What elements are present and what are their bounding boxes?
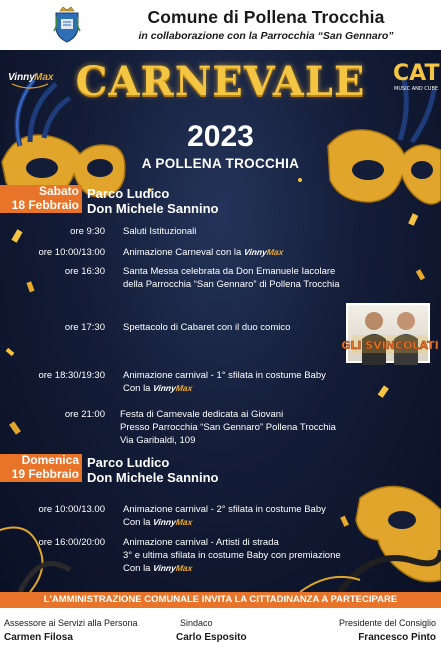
day2-weekday: Domenica — [21, 453, 79, 467]
event-time: ore 21:00 — [64, 409, 105, 420]
event-poster — [0, 50, 441, 592]
municipal-crest-icon — [52, 5, 82, 43]
poster-place: A POLLENA TROCCHIA — [141, 156, 300, 171]
event-description — [123, 246, 284, 259]
event-text-line2: Con la — [123, 517, 151, 528]
page-title: Comune di Pollena Trocchia — [147, 7, 385, 27]
vinnymax-inline-logo: VinnyMax — [243, 247, 285, 257]
day1-venue-line1: Parco Ludico — [87, 186, 170, 201]
day1-venue-line2: Don Michele Sannino — [87, 201, 219, 216]
vinnymax-inline-logo: VinnyMax — [152, 517, 194, 527]
cat-logo-tagline: MUSIC AND CUBE — [394, 86, 439, 92]
comedy-duo-photo — [341, 303, 439, 363]
signature-role: Sindaco — [180, 618, 213, 628]
day1-date: 18 Febbraio — [11, 197, 79, 212]
event-text: Saluti Istituzionali — [123, 226, 197, 237]
event-time: ore 17:30 — [64, 322, 105, 333]
day2-venue — [87, 455, 218, 485]
vinnymax-inline-logo: VinnyMax — [152, 383, 194, 393]
event-text-line2: della Parrocchia “San Gennaro” di Pollena Trocchia — [123, 279, 340, 290]
day2-date-badge — [0, 454, 82, 482]
event-description — [123, 369, 326, 395]
event-text: Animazione carnival - Artisti di strada — [123, 537, 279, 548]
vinnymax-logo-part1: Vinny — [8, 72, 35, 83]
poster-title: CARNEVALE — [75, 58, 366, 105]
day1-date-badge — [0, 185, 82, 213]
event-time: ore 16:30 — [64, 266, 105, 277]
signature-name: Francesco Pinto — [358, 632, 436, 643]
vinnymax-inline-logo: VinnyMax — [152, 563, 194, 573]
signature-role: Presidente del Consiglio — [338, 618, 436, 628]
event-description — [120, 408, 336, 447]
signature-role: Assessore ai Servizi alla Persona — [4, 618, 138, 628]
event-text: Animazione Carneval con la — [123, 247, 242, 258]
event-time: ore 9:30 — [70, 226, 105, 237]
event-text-line2: Con la — [123, 383, 151, 394]
page-subtitle: in collaborazione con la Parrocchia “San Gennaro” — [138, 30, 394, 42]
cat-logo-text: CAT — [393, 61, 440, 86]
day1-venue — [87, 186, 218, 216]
signature-name: Carlo Esposito — [176, 632, 247, 643]
event-time: ore 18:30/19:30 — [38, 370, 105, 381]
event-text-line2: Presso Parrocchia “San Gennaro” Pollena Trocchia — [120, 422, 336, 433]
event-text-line2: 3° e ultima sfilata in costume Baby con premiazione — [123, 550, 341, 561]
event-text-line3: Via Garibaldi, 109 — [120, 435, 196, 446]
event-text: Festa di Carnevale dedicata ai Giovani — [120, 409, 284, 420]
day2-venue-line2: Don Michele Sannino — [87, 470, 219, 485]
day2-venue-line1: Parco Ludico — [87, 455, 170, 470]
event-text-line3: Con la — [123, 563, 151, 574]
event-text: Spettacolo di Cabaret con il duo comico — [123, 322, 291, 333]
event-description — [123, 225, 196, 238]
poster-year: 2023 — [187, 120, 254, 153]
event-text: Santa Messa celebrata da Don Emanuele Iacolare — [123, 266, 336, 277]
signature-name: Carmen Filosa — [4, 632, 73, 643]
header — [0, 0, 441, 50]
event-time: ore 10:00/13.00 — [38, 504, 105, 515]
event-text: Animazione carnival - 2° sfilata in costume Baby — [123, 504, 326, 515]
invitation-banner: L'AMMINISTRAZIONE COMUNALE INVITA LA CITTADINANZA A PARTECIPARE — [0, 592, 441, 608]
event-text: Animazione carnival - 1° sfilata in costume Baby — [123, 370, 326, 381]
signatures-footer — [0, 608, 441, 656]
comedy-duo-name: GLI SVINCOLATI — [341, 339, 439, 352]
event-time: ore 16:00/20:00 — [38, 537, 105, 548]
event-description — [123, 503, 326, 529]
event-time: ore 10:00/13:00 — [38, 247, 105, 258]
event-description — [123, 321, 290, 334]
day1-weekday: Sabato — [38, 184, 79, 198]
event-description — [123, 536, 341, 575]
event-description — [123, 265, 340, 291]
vinnymax-logo-part2: Max — [34, 72, 54, 83]
day2-date: 19 Febbraio — [11, 466, 79, 481]
